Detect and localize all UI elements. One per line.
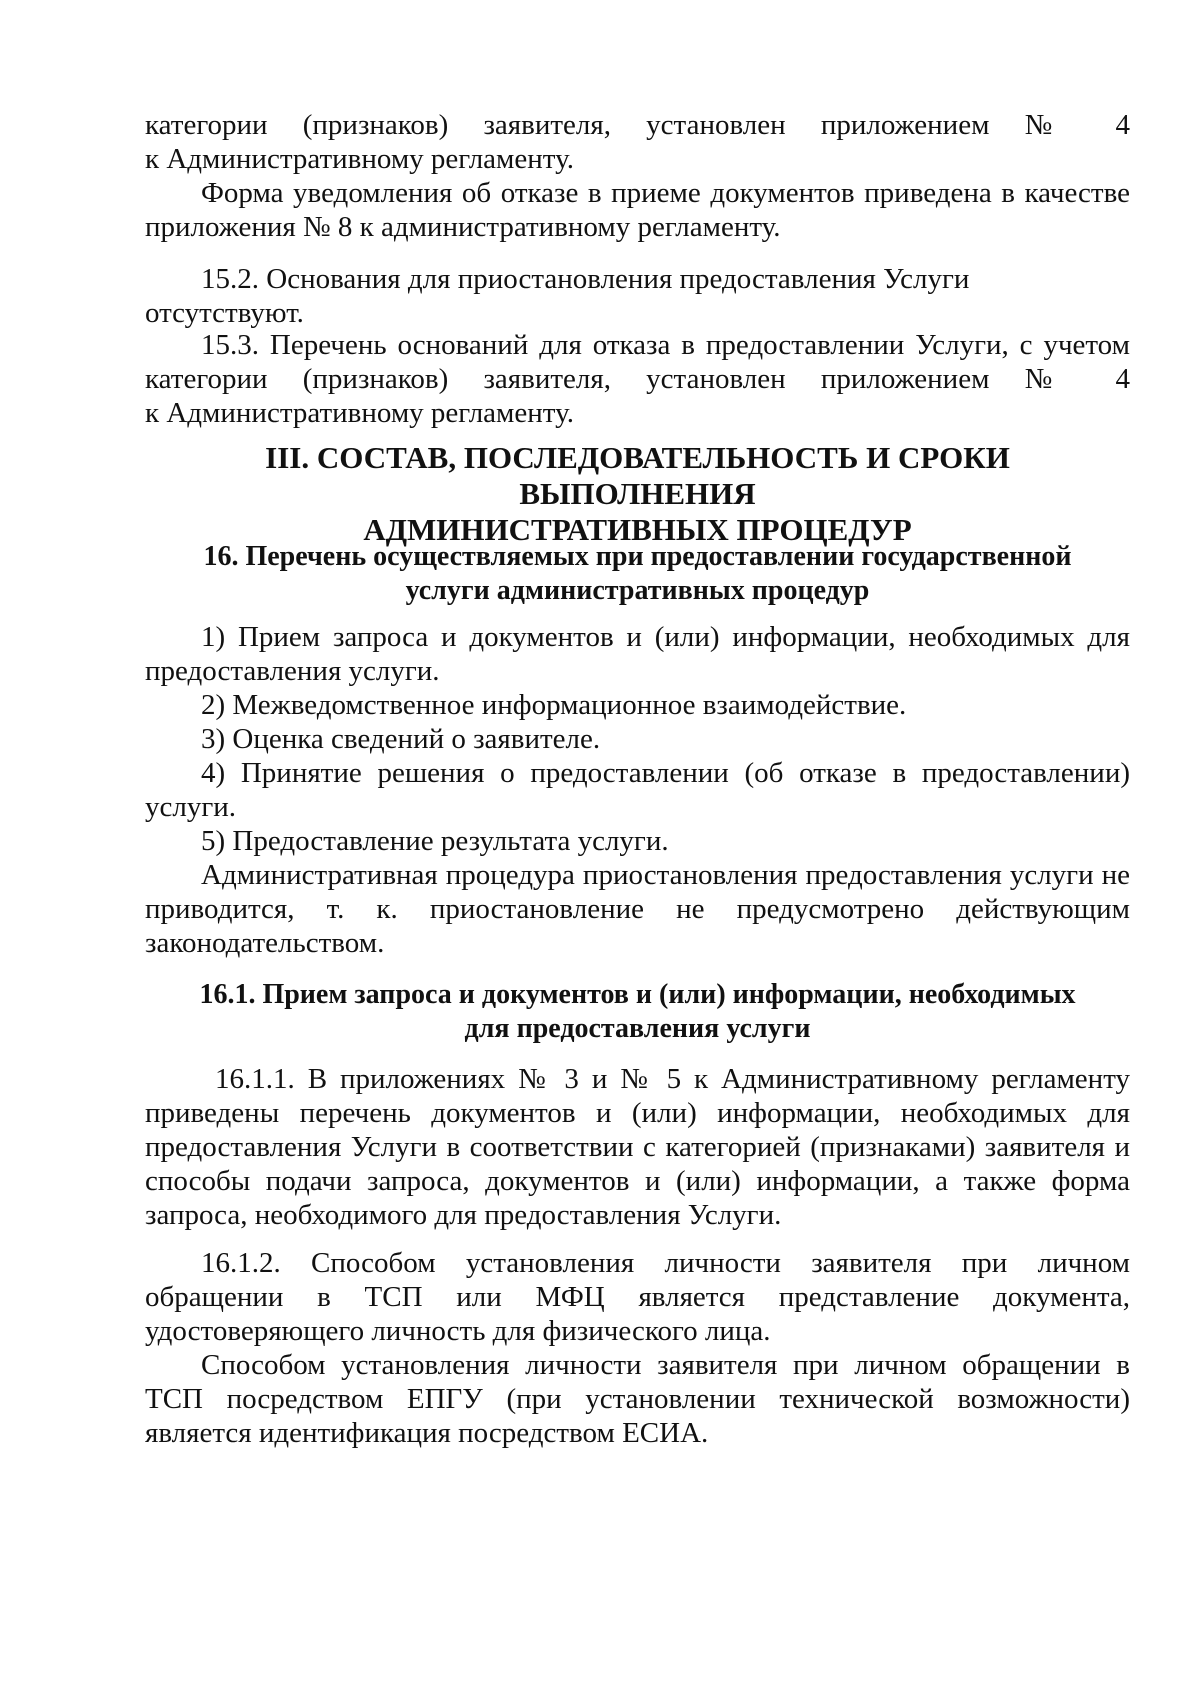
procedure-list (145, 620, 1130, 960)
heading-line: 16. Перечень осуществляемых при предоставлении государственной (203, 541, 1072, 572)
paragraph-admin-procedure: Административная процедура приостановления предоставления услуги не приводится, т. к. приостановление не предусмотрено действующим законодательством. (145, 859, 1130, 959)
list-item: 5) Предоставление результата услуги. (201, 825, 669, 857)
list-item: 4) Принятие решения о предоставлении (об отказе в предоставлении) услуги. (145, 757, 1130, 823)
paragraph-15-2: 15.2. Основания для приостановления предоставления Услуги отсутствуют. (145, 263, 970, 329)
paragraph-identification: Способом установления личности заявителя при личном обращении в ТСП посредством ЕПГУ (при установлении технической возможности) является идентификация посредством ЕСИА. (145, 1349, 1130, 1449)
list-item: 2) Межведомственное информационное взаимодействие. (201, 689, 907, 721)
paragraph-category-ref (145, 108, 1130, 176)
list-item: 3) Оценка сведений о заявителе. (201, 723, 601, 755)
text-line: к Административному регламенту. (145, 143, 574, 175)
text-line: к Административному регламенту. (145, 397, 574, 429)
paragraph-refusal-form: Форма уведомления об отказе в приеме документов приведена в качестве приложения № 8 к административному регламенту. (145, 177, 1130, 243)
paragraph-16-1-1: 16.1.1. В приложениях № 3 и № 5 к Административному регламенту приведены перечень документов и (или) информации, необходимых для предоставления Услуги в соответствии с категорией (признаками) заявителя и способы подачи запроса, документов и (или) информации, а также форма запроса, необходимого для предоставления Услуги. (145, 1063, 1130, 1231)
text-line: категории (признаков) заявителя, установлен приложением № 4 (145, 109, 1130, 141)
heading-16 (145, 540, 1130, 608)
heading-line: для предоставления услуги (464, 1013, 811, 1044)
paragraph-16-1-2: 16.1.2. Способом установления личности заявителя при личном обращении в ТСП или МФЦ является представление документа, удостоверяющего личность для физического лица. (145, 1247, 1130, 1347)
heading-line: АДМИНИСТРАТИВНЫХ ПРОЦЕДУР (363, 512, 912, 547)
heading-line: III. СОСТАВ, ПОСЛЕДОВАТЕЛЬНОСТЬ И СРОКИ ВЫПОЛНЕНИЯ (265, 440, 1010, 511)
paragraph-15-3 (145, 328, 1130, 430)
heading-line: 16.1. Прием запроса и документов и (или) информации, необходимых (199, 979, 1076, 1010)
text-line: категории (признаков) заявителя, установлен приложением № 4 (145, 363, 1130, 395)
heading-line: услуги административных процедур (405, 575, 870, 606)
list-item: 1) Прием запроса и документов и (или) информации, необходимых для предоставления услуги. (145, 621, 1130, 687)
text-line: 15.3. Перечень оснований для отказа в предоставлении Услуги, с учетом (201, 329, 1130, 361)
section-title (145, 440, 1130, 548)
heading-16-1 (145, 978, 1130, 1046)
